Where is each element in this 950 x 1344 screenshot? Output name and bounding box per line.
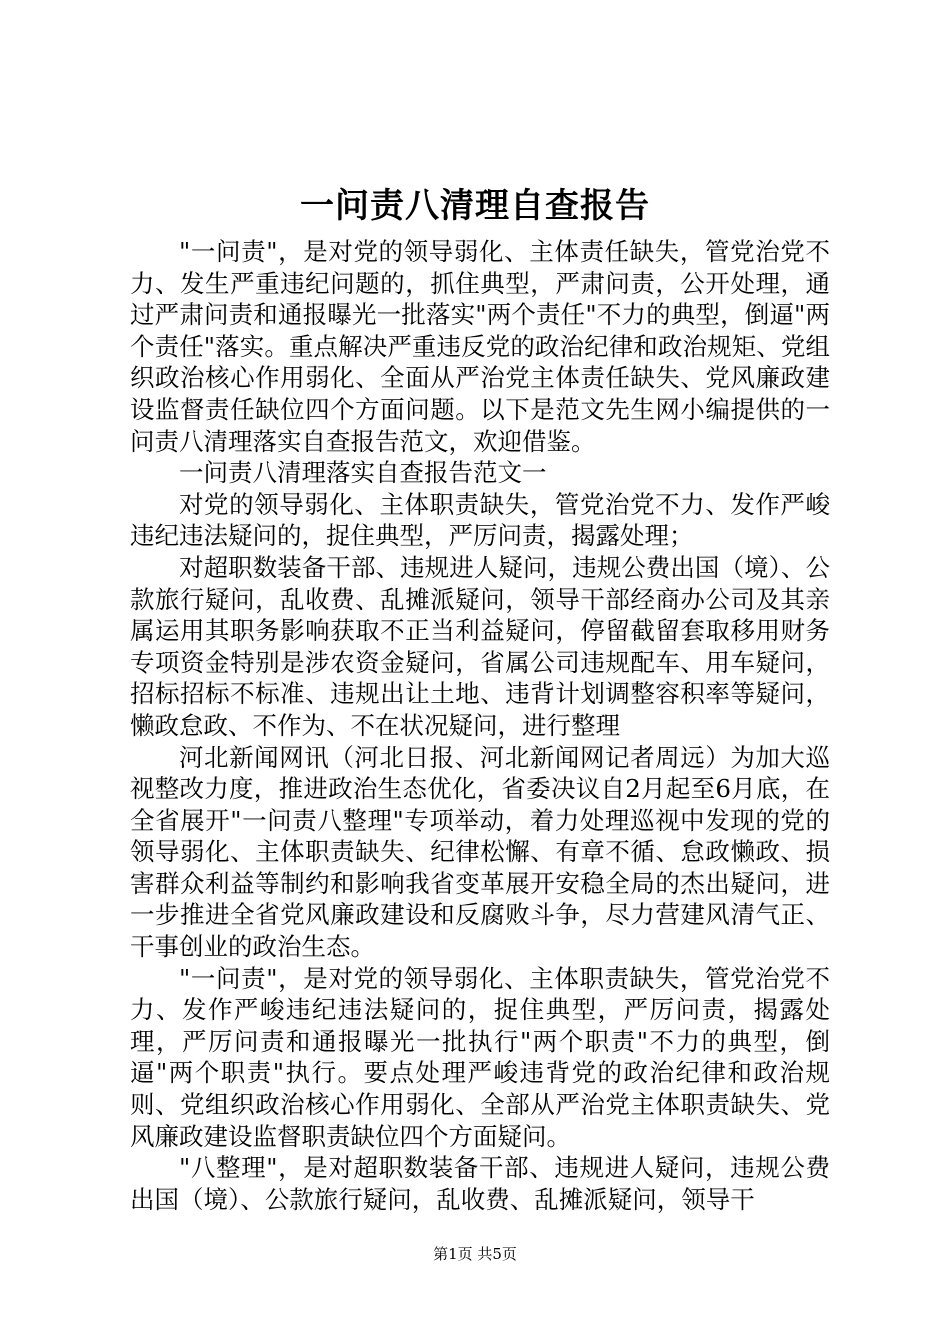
paragraph-body: 河北新闻网讯（河北日报、河北新闻网记者周远）为加大巡视整改力度，推进政治生态优化，省委决议自2月起至6月底，在全省展开"一问责八整理"专项举动，着力处理巡视中发现的党的领导弱化、主体职责缺失、纪律松懈、有章不循、怠政懒政、损害群众利益等制约和影响我省变革展开安稳全局的杰出疑问，进一步推进全省党风廉政建设和反腐败斗争，尽力营建风清气正、干事创业的政治生态。 <box>130 742 830 962</box>
paragraph-section-heading: 一问责八清理落实自查报告范文一 <box>179 458 547 488</box>
page-number-footer: 第1页 共5页 <box>433 1245 517 1263</box>
paragraph-body: 对党的领导弱化、主体职责缺失，管党治党不力、发作严峻违纪违法疑问的，捉住典型，严厉问责，揭露处理； <box>130 489 830 551</box>
paragraph-body: 对超职数装备干部、违规进人疑问，违规公费出国（境）、公款旅行疑问，乱收费、乱摊派疑问，领导干部经商办公司及其亲属运用其职务影响获取不正当利益疑问，停留截留套取移用财务专项资金特别是涉农资金疑问，省属公司违规配车、用车疑问，招标招标不标准、违规出让土地、违背计划调整容积率等疑问，懒政怠政、不作为、不在状况疑问，进行整理 <box>130 552 830 740</box>
paragraph-body: "一问责"，是对党的领导弱化、主体职责缺失，管党治党不力、发作严峻违纪违法疑问的，捉住典型，严厉问责，揭露处理，严厉问责和通报曝光一批执行"两个职责"不力的典型，倒逼"两个职责"执行。要点处理严峻违背党的政治纪律和政治规则、党组织政治核心作用弱化、全部从严治党主体职责缺失、党风廉政建设监督职责缺位四个方面疑问。 <box>130 963 830 1151</box>
paragraph-body: "八整理"，是对超职数装备干部、违规进人疑问，违规公费出国（境）、公款旅行疑问，乱收费、乱摊派疑问，领导干 <box>130 1153 830 1214</box>
document-title: 一问责八清理自查报告 <box>300 186 650 226</box>
paragraph-intro: "一问责"，是对党的领导弱化、主体责任缺失，管党治党不力、发生严重违纪问题的，抓住典型，严肃问责，公开处理，通过严肃问责和通报曝光一批落实"两个责任"不力的典型，倒逼"两个责任"落实。重点解决严重违反党的政治纪律和政治规矩、党组织政治核心作用弱化、全面从严治党主体责任缺失、党风廉政建设监督责任缺位四个方面问题。以下是范文先生网小编提供的一问责八清理落实自查报告范文，欢迎借鉴。 <box>130 237 830 456</box>
document-body <box>130 236 830 1215</box>
